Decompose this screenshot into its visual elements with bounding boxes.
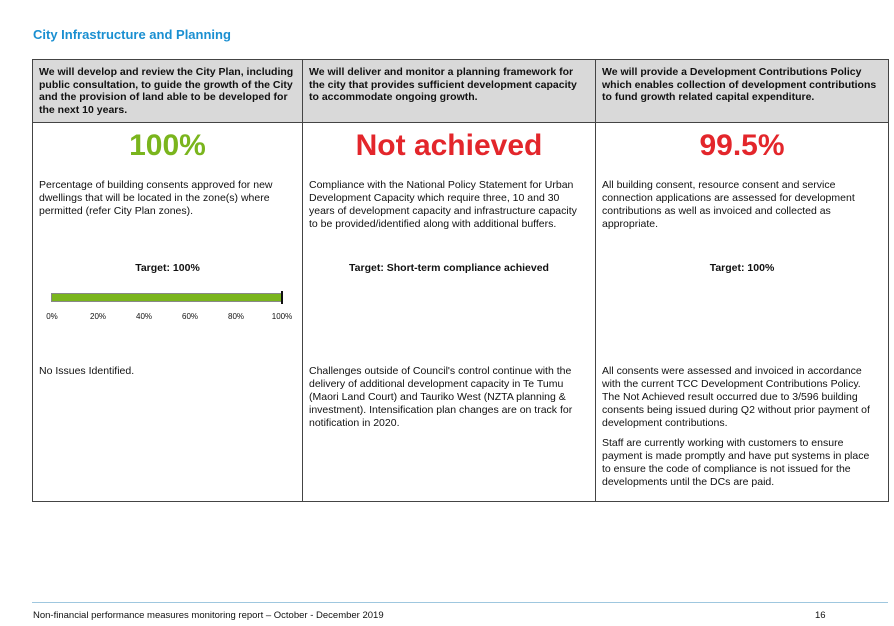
- measure-description: Compliance with the National Policy Statement for Urban Development Capacity which require three, 10 and 30 years of development capacity and infrastructure capacity to be provided/identified along with additional buffers.: [309, 179, 577, 230]
- footer-report-title: Non-financial performance measures monitoring report – October - December 2019: [33, 610, 384, 621]
- header-cell-contributions: [596, 60, 889, 123]
- axis-tick-label: 100%: [271, 312, 293, 321]
- measures-table: [32, 59, 889, 502]
- header-row: [33, 60, 889, 123]
- progress-target-marker: [281, 291, 283, 304]
- page-number: 16: [815, 610, 826, 621]
- target-label: Target: Short-term compliance achieved: [349, 262, 549, 274]
- target-label: Target: 100%: [135, 262, 200, 274]
- header-cell-plan: [33, 60, 303, 123]
- result-value: 99.5%: [699, 129, 785, 162]
- progress-fill: [52, 294, 282, 301]
- page-title: City Infrastructure and Planning: [33, 27, 231, 42]
- axis-tick-label: 60%: [181, 312, 199, 321]
- commentary: [602, 365, 880, 496]
- body-cell-plan: [33, 123, 303, 502]
- commentary-paragraph: Challenges outside of Council's control continue with the delivery of additional development capacity in Te Tumu (Maori Land Court) and Tauriko West (NZTA planning & investment). Intensification plan changes are on track for notification in 2020.: [309, 365, 573, 429]
- result-value: 100%: [129, 129, 206, 162]
- commentary-paragraph: Staff are currently working with customers to ensure payment is made promptly and have put systems in place to ensure the code of compliance is not issued for the developments until the DCs are paid.: [602, 437, 870, 488]
- commentary-paragraph: No Issues Identified.: [39, 365, 135, 377]
- axis-tick-label: 20%: [89, 312, 107, 321]
- column-heading: We will provide a Development Contributions Policy which enables collection of development contributions to fund growth related capital expenditure.: [602, 66, 877, 103]
- axis-tick-label: 40%: [135, 312, 153, 321]
- axis-tick-label: 80%: [227, 312, 245, 321]
- axis-tick-label: 0%: [46, 312, 58, 321]
- body-cell-framework: [303, 123, 596, 502]
- commentary-paragraph: All consents were assessed and invoiced in accordance with the current TCC Development Contributions Policy. The Not Achieved result occurred due to 3/596 building consents being issued during Q2 without prior payment of development contributions.: [602, 365, 870, 429]
- result-value: Not achieved: [355, 129, 543, 162]
- commentary: [309, 365, 587, 437]
- column-heading: We will deliver and monitor a planning framework for the city that provides sufficient development capacity to accommodate ongoing growth.: [309, 66, 577, 103]
- target-label: Target: 100%: [709, 262, 775, 274]
- measure-description: Percentage of building consents approved for new dwellings that will be located in the zone(s) where permitted (refer City Plan zones).: [39, 179, 273, 217]
- body-row: [33, 123, 889, 502]
- footer-divider: [32, 602, 888, 603]
- progress-bar: [51, 293, 283, 302]
- column-heading: We will develop and review the City Plan, including public consultation, to guide the growth of the City and the provision of land able to be developed for the next 10 years.: [39, 66, 294, 116]
- measure-description: All building consent, resource consent and service connection applications are assessed for development contributions as well as invoiced and collected as appropriate.: [602, 179, 855, 230]
- body-cell-contributions: [596, 123, 889, 502]
- commentary: [39, 365, 294, 385]
- header-cell-framework: [303, 60, 596, 123]
